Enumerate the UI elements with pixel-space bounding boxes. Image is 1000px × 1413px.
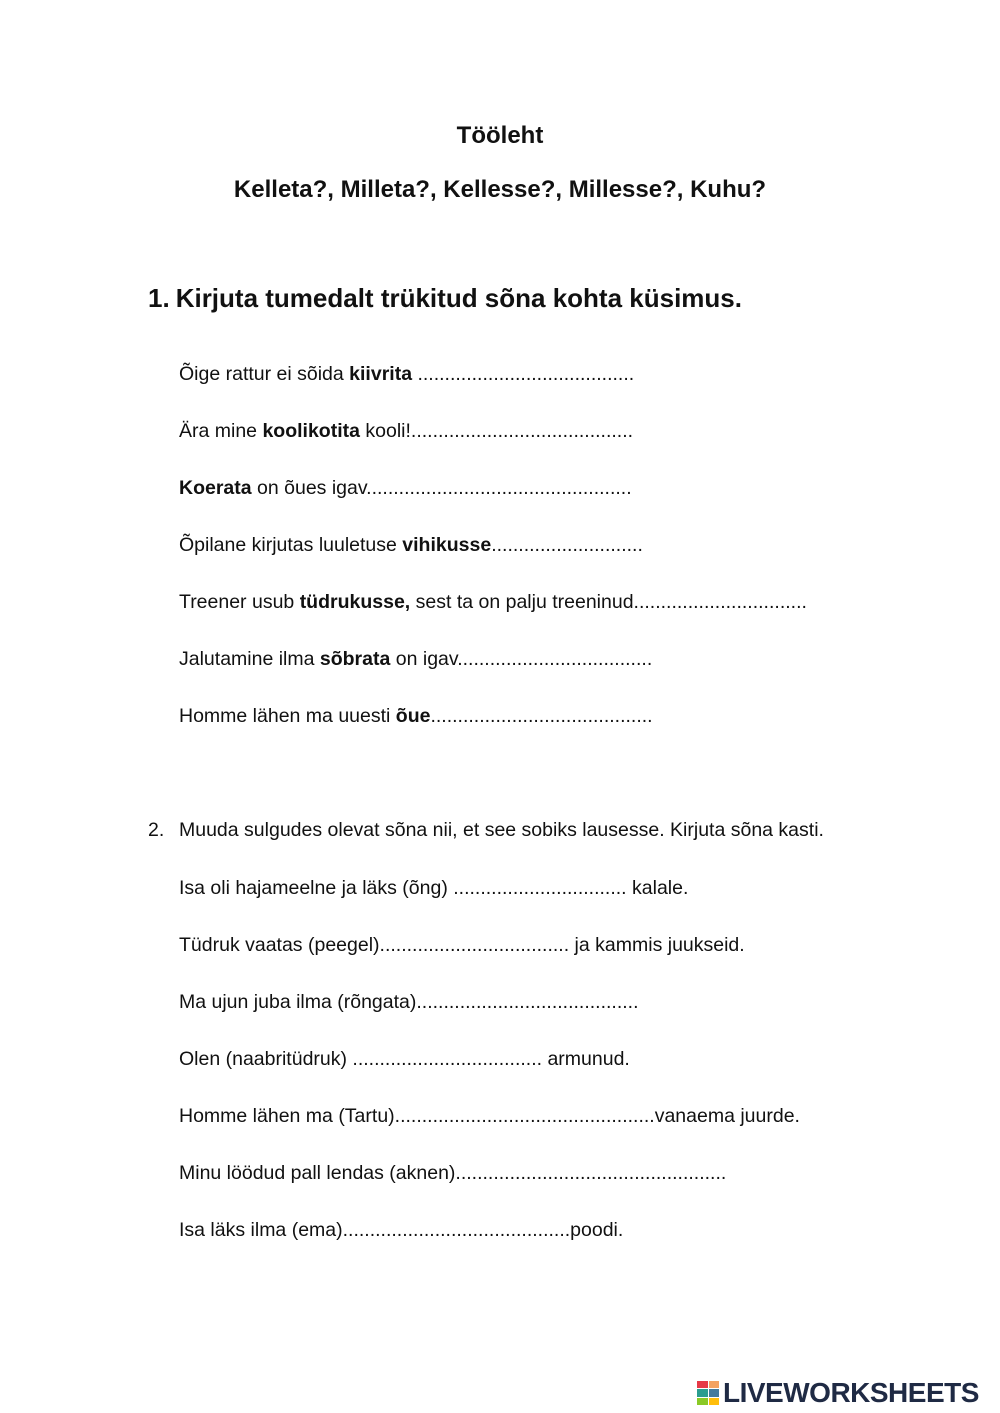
line-text: Õpilane kirjutas luuletuse xyxy=(179,534,403,556)
exercise-2-line[interactable]: Isa läks ilma (ema)..........................................poodi. xyxy=(179,1219,624,1241)
section-2-heading-text: Muuda sulgudes olevat sõna nii, et see sobiks lausesse. Kirjuta sõna kasti. xyxy=(179,819,824,841)
exercise-2-line[interactable]: Tüdruk vaatas (peegel)................................... ja kammis juukseid. xyxy=(179,934,745,956)
section-1-heading xyxy=(148,283,742,314)
line-text: Treener usub xyxy=(179,591,300,613)
answer-blank[interactable]: ............................ xyxy=(491,534,643,556)
exercise-1-line xyxy=(179,534,643,557)
answer-blank[interactable]: sest ta on palju treeninud................................ xyxy=(410,591,807,613)
answer-blank[interactable]: on õues igav................................................. xyxy=(251,477,632,499)
exercise-1-line xyxy=(179,705,653,728)
liveworksheets-logo-icon xyxy=(697,1381,719,1405)
bold-word: sõbrata xyxy=(319,648,391,670)
answer-blank[interactable]: on igav.................................... xyxy=(390,648,653,670)
line-text: Ära mine xyxy=(179,420,263,442)
line-text: Õige rattur ei sõida xyxy=(179,363,350,385)
bold-word: tüdrukusse, xyxy=(299,591,411,613)
bold-word: vihikusse xyxy=(402,534,492,556)
logo-text: LIVEWORKSHEETS xyxy=(723,1377,979,1408)
exercise-1-line xyxy=(179,648,652,671)
exercise-1-line xyxy=(179,420,633,443)
exercise-2-line[interactable]: Ma ujun juba ilma (rõngata)......................................... xyxy=(179,991,639,1013)
bold-word: õue xyxy=(395,705,431,727)
exercise-2-line[interactable]: Homme lähen ma (Tartu)................................................vanaema juurde. xyxy=(179,1105,800,1127)
exercise-2-line[interactable]: Minu löödud pall lendas (aknen).................................................. xyxy=(179,1162,727,1184)
page-title: Tööleht xyxy=(456,122,544,149)
section-2-heading xyxy=(148,819,824,842)
line-text: Jalutamine ilma xyxy=(179,648,320,670)
exercise-1-line xyxy=(179,477,632,500)
bold-word: koolikotita xyxy=(262,420,360,442)
section-1-number: 1. xyxy=(148,283,170,313)
answer-blank[interactable]: ......................................... xyxy=(430,705,653,727)
exercise-2-line[interactable]: Isa oli hajameelne ja läks (õng) ................................ kalale. xyxy=(179,877,689,899)
line-text: Homme lähen ma uuesti xyxy=(179,705,396,727)
page-subtitle: Kelleta?, Milleta?, Kellesse?, Millesse?, Kuhu? xyxy=(233,176,767,203)
answer-blank[interactable]: kooli!......................................... xyxy=(359,420,634,442)
exercise-1-line xyxy=(179,363,634,386)
bold-word: Koerata xyxy=(179,477,252,499)
section-1-heading-text: Kirjuta tumedalt trükitud sõna kohta küsimus. xyxy=(175,283,742,313)
exercise-1-line xyxy=(179,591,807,614)
exercise-2-line[interactable]: Olen (naabritüdruk) ................................... armunud. xyxy=(179,1048,630,1070)
section-2-number: 2. xyxy=(148,819,165,841)
liveworksheets-logo[interactable] xyxy=(697,1378,979,1408)
answer-blank[interactable]: ........................................ xyxy=(412,363,635,385)
bold-word: kiivrita xyxy=(349,363,413,385)
